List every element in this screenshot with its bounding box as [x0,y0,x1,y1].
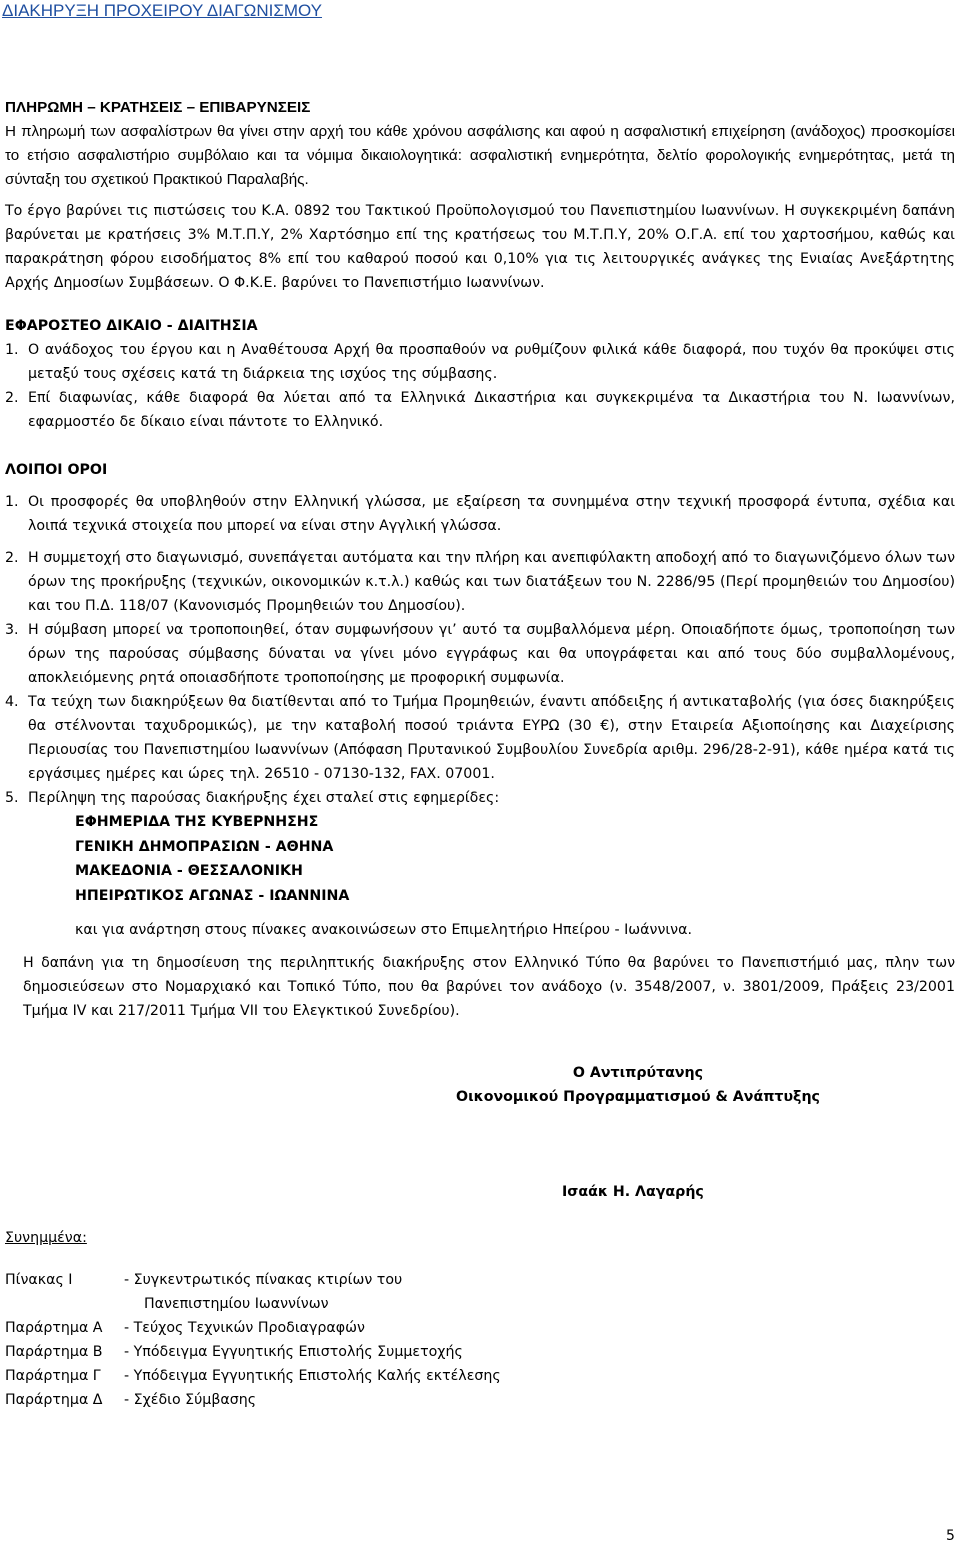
item-number: 3. [5,622,19,638]
newspaper-item: ΕΦΗΜΕΡΙΔΑ ΤΗΣ ΚΥΒΕΡΝΗΣΗΣ [75,814,319,830]
payment-heading: ΠΛΗΡΩΜΗ – ΚΡΑΤΗΣΕΙΣ – ΕΠΙΒΑΡΥΝΣΕΙΣ [5,99,311,116]
item-text: Επί διαφωνίας, κάθε διαφορά θα λύεται από τα Ελληνικά Δικαστήρια και συγκεκριμένα τα Δικαστήρια του Ν. Ιωαννίνων, εφαρμοστέο δε δίκαιο είναι πάντοτε το Ελληνικό. [28,390,955,430]
item-text: Τα τεύχη των διακηρύξεων θα διατίθενται από το Τμήμα Προμηθειών, έναντι απόδειξης ή αντικαταβολής (για όσες διακηρύξεις θα στέλνονται ταχυδρομικώς), με την καταβολή ποσού τριάντα ΕΥΡΩ (30 €), στην Εταιρεία Αξιοποίησης και Διαχείρισης Περιουσίας του Πανεπιστημίου Ιωαννίνων (Απόφαση Πρυτανικού Συμβουλίου Συνεδρία αριθμ. 296/28-2-91), κάθε ημέρα κατά τις εργάσιμες ημέρες και ώρες τηλ. 26510 - 07130-132, FAX. 07001. [28,694,955,782]
charges-paragraph: Το έργο βαρύνει τις πιστώσεις του Κ.Α. 0892 του Τακτικού Προϋπολογισμού του Πανεπιστημίου Ιωαννίνων. Η συγκεκριμένη δαπάνη βαρύνεται με κρατήσεις 3% Μ.Τ.Π.Υ, 2% Χαρτόσημο επί της κρατήσεως του Μ.Τ.Π.Υ, 20% Ο.Γ.Α. επί του χαρτοσήμου, καθώς και παρακράτηση φόρου εισοδήματος 8% επί του καθαρού ποσού και 0,10% για τις λειτουργικές ανάγκες της Ενιαίας Ανεξάρτητης Αρχής Δημοσίων Συμβάσεων. Ο Φ.Κ.Ε. βαρύνει το Πανεπιστήμιο Ιωαννίνων. [5,203,955,291]
signatory-title-line-1: Ο Αντιπρύτανης [572,1065,704,1081]
attachments-list [5,1268,501,1412]
attachment-name: Πίνακας Ι [5,1272,73,1288]
attachment-row [5,1340,501,1364]
attachments-heading: Συνημμένα: [5,1230,87,1246]
item-number: 2. [5,550,19,566]
attachment-name: Παράρτημα Δ [5,1392,103,1408]
signatory-name: Ισαάκ Η. Λαγαρής [562,1184,704,1200]
attachment-row [5,1316,501,1340]
item-number: 1. [5,494,19,510]
attachment-description-line: - Συγκεντρωτικός πίνακας κτιρίων του [124,1272,403,1288]
item-text: Οι προσφορές θα υποβληθούν στην Ελληνική γλώσσα, με εξαίρεση τα συνημμένα στην τεχνική προσφορά έντυπα, σχέδια και λοιπά τεχνικά στοιχεία που μπορεί να είναι στην Αγγλική γλώσσα. [28,494,955,534]
newspaper-item: ΗΠΕΙΡΩΤΙΚΟΣ ΑΓΩΝΑΣ - ΙΩΑΝΝΙΝΑ [75,887,350,904]
publication-cost-paragraph: Η δαπάνη για τη δημοσίευση της περιληπτικής διακήρυξης στον Ελληνικό Τύπο θα βαρύνει το Πανεπιστήμιό μας, πλην των δημοσιεύσεων στο Νομαρχιακό και Τοπικό Τύπο, που θα βαρύνει τον ανάδοχο (ν. 3548/2007, ν. 3801/2009, Πράξεις 23/2001 Τμήμα IV και 217/2011 Τμήμα VII του Ελεγκτικού Συνεδρίου). [23,955,955,1019]
other-terms-heading: ΛΟΙΠΟΙ ΟΡΟΙ [5,462,108,478]
other-item-4 [5,690,955,786]
newspaper-item: ΓΕΝΙΚΗ ΔΗΜΟΠΡΑΣΙΩΝ - ΑΘΗΝΑ [75,838,334,855]
other-item-5 [5,786,955,810]
attachment-name: Παράρτημα Β [5,1344,103,1360]
attachment-description [124,1268,402,1316]
law-item-2 [5,386,955,434]
newspaper-list [75,810,955,908]
item-text: Ο ανάδοχος του έργου και η Αναθέτουσα Αρχή θα προσπαθούν να ρυθμίζουν φιλικά κάθε διαφορά, που τυχόν θα προκύψει στις μεταξύ τους σχέσεις κατά τη διάρκεια της ισχύος της σύμβασης. [28,342,955,382]
document-title-link[interactable]: ΔΙΑΚΗΡΥΞΗ ΠΡΟΧΕΙΡΟΥ ΔΙΑΓΩΝΙΣΜΟΥ [2,1,323,20]
attachment-name: Παράρτημα Α [5,1320,103,1336]
attachment-description: - Τεύχος Τεχνικών Προδιαγραφών [124,1320,365,1336]
other-item-1 [5,490,955,538]
law-heading: ΕΦΑΡΟΣΤΕΟ ΔΙΚΑΙΟ - ΔΙΑΙΤΗΣΙΑ [5,318,258,334]
attachment-row [5,1388,501,1412]
item-number: 1. [5,342,19,358]
signatory-title [0,1061,960,1109]
law-item-1 [5,338,955,386]
attachment-row [5,1364,501,1388]
item-text: Η σύμβαση μπορεί να τροποποιηθεί, όταν συμφωνήσουν γι’ αυτό τα συμβαλλόμενα μέρη. Οποιαδήποτε όμως, τροποποίηση των όρων της παρούσας σύμβασης δύναται να γίνει μόνο εγγράφως και θα υπογράφεται και από τους δύο συμβαλλομένους, αποκλειόμενης ρητά οποιασδήποτε τροποποίησης με προφορική συμφωνία. [28,622,955,686]
newspaper-item: ΜΑΚΕΔΟΝΙΑ - ΘΕΣΣΑΛΟΝΙΚΗ [75,863,303,879]
payment-section [5,96,955,192]
attachment-description-line: Πανεπιστημίου Ιωαννίνων [144,1296,329,1312]
attachment-description: - Σχέδιο Σύμβασης [124,1392,257,1408]
payment-paragraph: Η πληρωμή των ασφαλίστρων θα γίνει στην αρχή του κάθε χρόνου ασφάλισης και αφού η ασφαλιστική επιχείρηση (ανάδοχος) προσκομίσει το ετήσιο ασφαλιστήριο συμβόλαιο και τα νόμιμα δικαιολογητικά: ασφαλιστική ενημερότητα, δελτίο φορολογικής ενημερότητας, μετά τη σύνταξη του σχετικού Πρακτικού Παραλαβής. [5,123,955,188]
item-text: Η συμμετοχή στο διαγωνισμό, συνεπάγεται αυτόματα και την πλήρη και ανεπιφύλακτη αποδοχή από το διαγωνιζόμενο όλων των όρων της προκήρυξης (τεχνικών, οικονομικών κ.τ.λ.) καθώς και των διατάξεων του Ν. 2286/95 (Περί προμηθειών του Δημοσίου) και του Π.Δ. 118/07 (Κανονισμός Προμηθειών του Δημοσίου). [28,550,955,614]
attachment-description: - Υπόδειγμα Εγγυητικής Επιστολής Συμμετοχής [124,1344,463,1360]
other-item-3 [5,618,955,690]
item-number: 2. [5,390,19,406]
attachment-row [5,1268,501,1316]
other-item-2 [5,546,955,618]
item-number: 5. [5,790,19,806]
page-number: 5 [946,1528,955,1544]
item-number: 4. [5,694,19,710]
posting-note: και για ανάρτηση στους πίνακες ανακοινώσεων στο Επιμελητήριο Ηπείρου - Ιωάννινα. [75,922,692,938]
signatory-title-line-2: Οικονομικού Προγραμματισμού & Ανάπτυξης [456,1089,820,1105]
attachment-name: Παράρτημα Γ [5,1368,101,1384]
attachment-description: - Υπόδειγμα Εγγυητικής Επιστολής Καλής εκτέλεσης [124,1368,501,1384]
item-text: Περίληψη της παρούσας διακήρυξης έχει σταλεί στις εφημερίδες: [28,790,500,806]
main-body [5,199,955,1023]
